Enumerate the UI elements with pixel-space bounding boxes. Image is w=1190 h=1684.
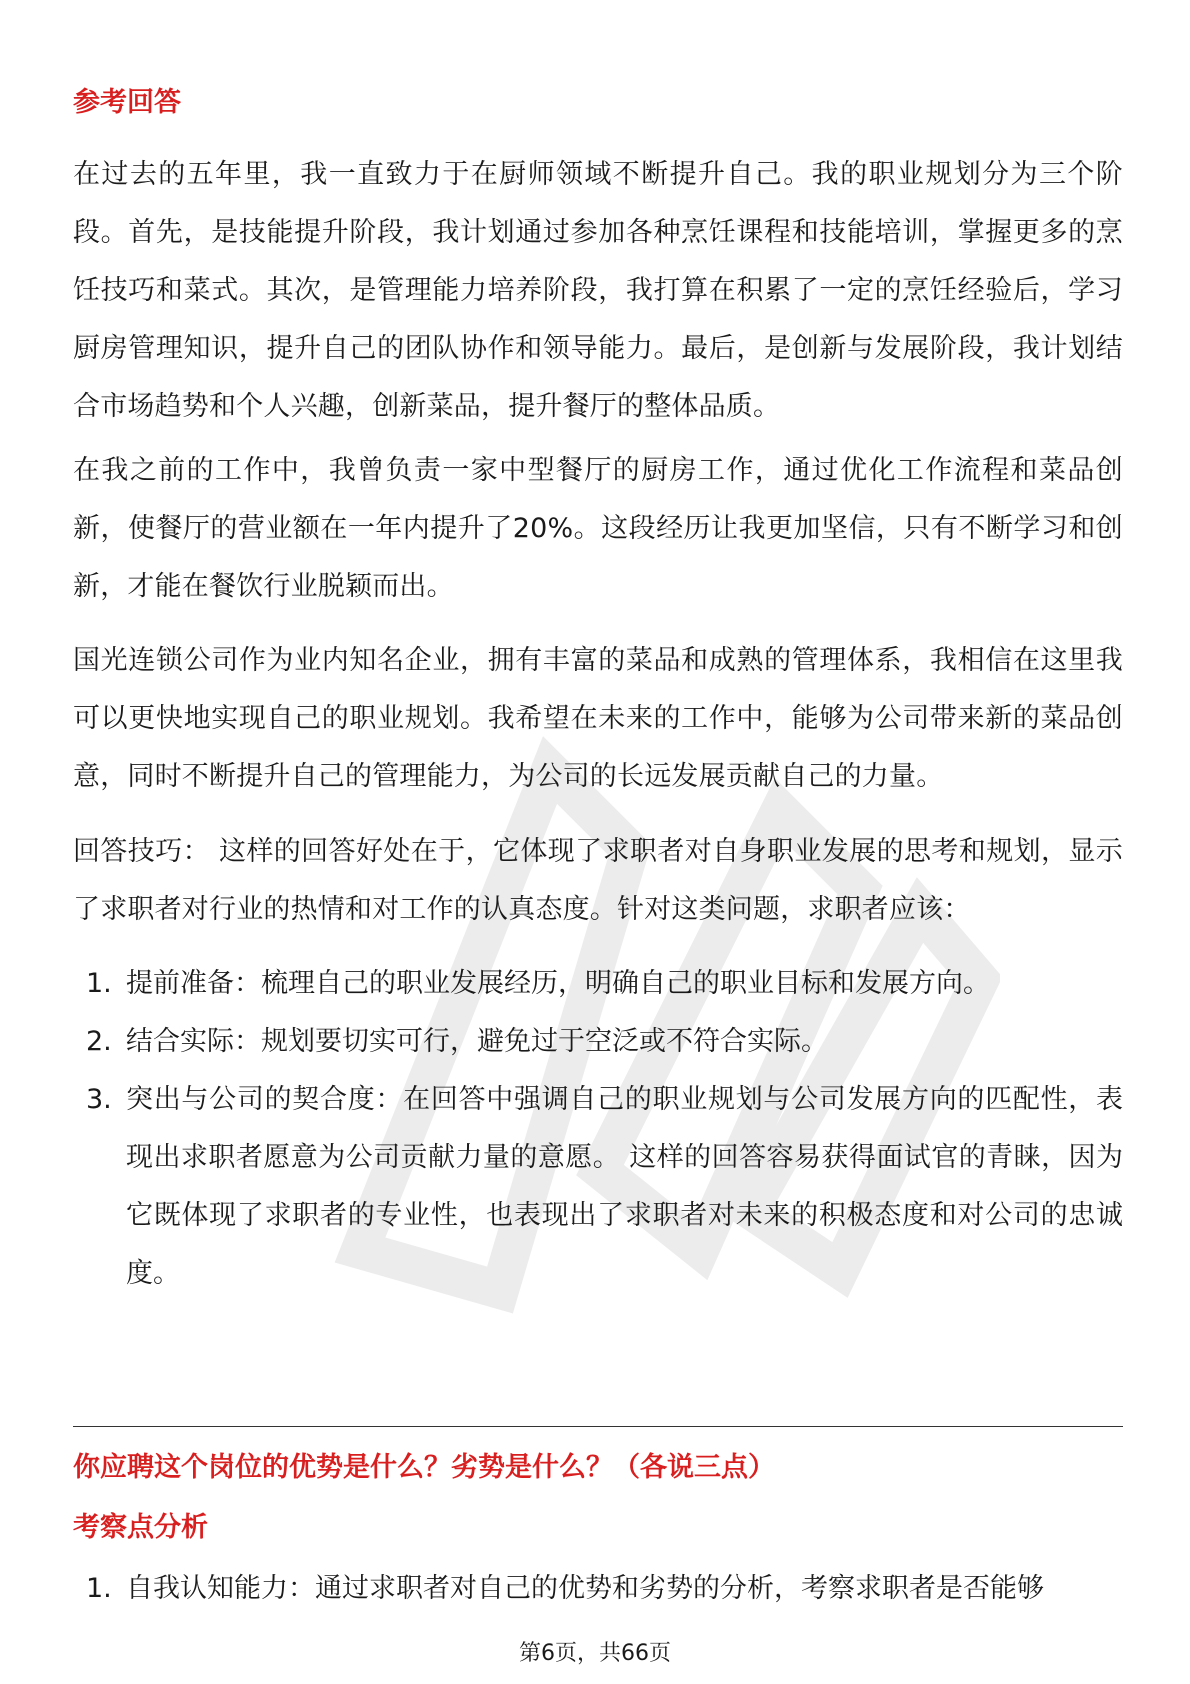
answer-paragraph-2: 在我之前的工作中，我曾负责一家中型餐厅的厨房工作，通过优化工作流程和菜品创新，使餐厅的营业额在一年内提升了20%。这段经历让我更加坚信，只有不断学习和创新，才能在餐饮行业脱颖而出。 [73, 455, 1123, 602]
answer-tips-intro: 回答技巧： 这样的回答好处在于，它体现了求职者对自身职业发展的思考和规划，显示了求职者对行业的热情和对工作的认真态度。针对这类问题，求职者应该： [73, 836, 1123, 925]
tips-list [73, 955, 1123, 1303]
list-item-number: 1. [86, 1573, 112, 1604]
list-item-text: 自我认知能力：通过求职者对自己的优势和劣势的分析，考察求职者是否能够 [126, 1573, 1044, 1604]
list-item [73, 1071, 1123, 1303]
list-item-text: 突出与公司的契合度：在回答中强调自己的职业规划与公司发展方向的匹配性，表现出求职者愿意为公司贡献力量的意愿。 这样的回答容易获得面试官的青睐，因为它既体现了求职者的专业性，也表现出了求职者对未来的积极态度和对公司的忠诚度。 [126, 1084, 1123, 1289]
list-item-number: 3. [86, 1084, 112, 1115]
page-number: 第6页，共66页 [519, 1641, 671, 1666]
list-item [73, 1013, 1123, 1071]
analysis-list [73, 1560, 1123, 1618]
section-divider [73, 1426, 1123, 1427]
answer-paragraph-1: 在过去的五年里，我一直致力于在厨师领域不断提升自己。我的职业规划分为三个阶段。首先，是技能提升阶段，我计划通过参加各种烹饪课程和技能培训，掌握更多的烹饪技巧和菜式。其次，是管理能力培养阶段，我打算在积累了一定的烹饪经验后，学习厨房管理知识，提升自己的团队协作和领导能力。最后，是创新与发展阶段，我计划结合市场趋势和个人兴趣，创新菜品，提升餐厅的整体品质。 [73, 159, 1123, 422]
list-item-number: 2. [86, 1026, 112, 1057]
list-item [73, 955, 1123, 1013]
analysis-heading: 考察点分析 [73, 1512, 208, 1543]
answer-heading: 参考回答 [73, 87, 181, 118]
list-item-text: 结合实际：规划要切实可行，避免过于空泛或不符合实际。 [126, 1026, 828, 1057]
list-item-number: 1. [86, 968, 112, 999]
list-item-text: 提前准备：梳理自己的职业发展经历，明确自己的职业目标和发展方向。 [126, 968, 990, 999]
question-heading: 你应聘这个岗位的优势是什么？劣势是什么？（各说三点） [73, 1452, 775, 1483]
list-item [73, 1560, 1123, 1618]
answer-paragraph-3: 国光连锁公司作为业内知名企业，拥有丰富的菜品和成熟的管理体系，我相信在这里我可以更快地实现自己的职业规划。我希望在未来的工作中，能够为公司带来新的菜品创意，同时不断提升自己的管理能力，为公司的长远发展贡献自己的力量。 [73, 645, 1123, 792]
